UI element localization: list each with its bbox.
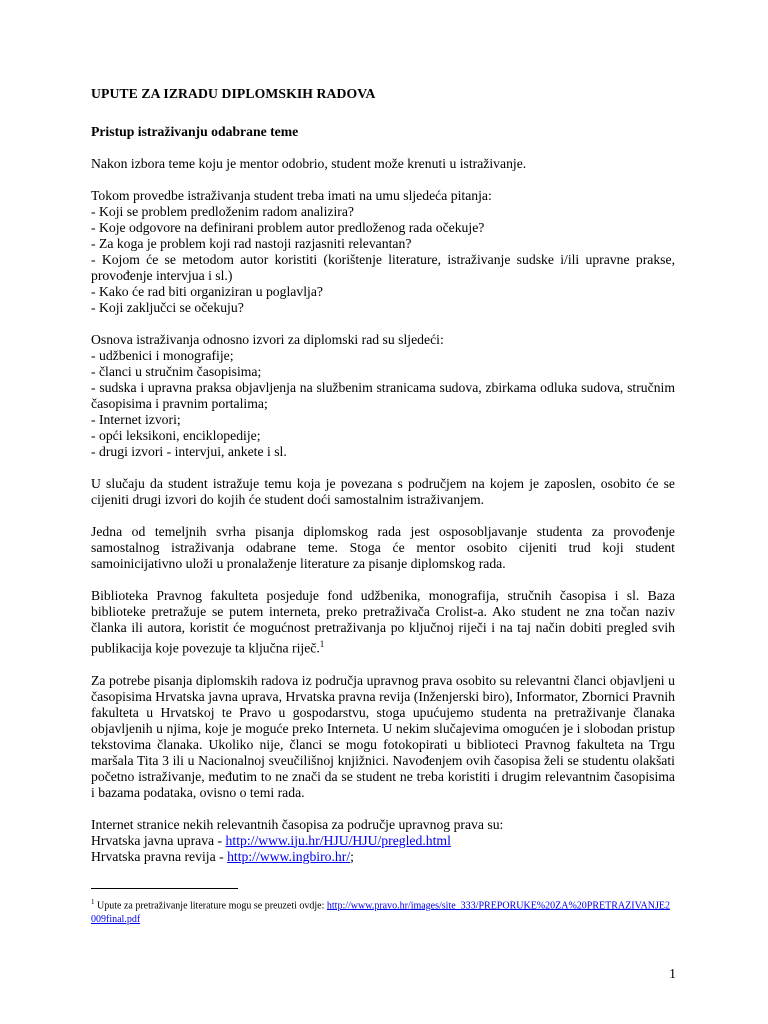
footnote-reference[interactable]: 1	[319, 639, 325, 649]
section-heading: Pristup istraživanju odabrane teme	[91, 124, 299, 139]
paragraph-library	[91, 588, 675, 657]
link-line-hpr: Hrvatska pravna revija - http://www.ingbiro.hr/;	[91, 848, 354, 864]
source-item: - sudska i upravna praksa objavljenja na službenim stranicama sudova, zbirkama odluka sudova, stručnim časopisima i pravnim portalima;	[91, 380, 675, 411]
questions-intro: Tokom provedbe istraživanja student treba imati na umu sljedeća pitanja:	[91, 188, 492, 203]
footnote-text: Upute za pretraživanje literature mogu se preuzeti ovdje:	[94, 900, 327, 912]
footnote-link[interactable]: http://www.pravo.hr/images/site_333/PREPORUKE%20ZA%20PRETRAZIVANJE2009final.pdf	[91, 900, 670, 926]
links-intro: Internet stranice nekih relevantnih časopisa za područje upravnog prava su:	[91, 816, 504, 832]
footnote-number: 1	[91, 898, 95, 906]
question-item: - Koje odgovore na definirani problem autor predloženog rada očekuje?	[91, 220, 485, 235]
question-item: - Kojom će se metodom autor koristiti (korištenje literature, istraživanje sudske i/ili upravne prakse, provođenje intervjua i sl.)	[91, 252, 675, 283]
questions-block	[91, 188, 675, 316]
link-label: Hrvatska javna uprava -	[91, 832, 226, 848]
document-body	[91, 86, 675, 881]
link-line-hju	[91, 833, 675, 849]
footnote	[91, 895, 671, 927]
question-item: - Koji zaključci se očekuju?	[91, 300, 244, 315]
source-item: - drugi izvori - intervjui, ankete i sl.	[91, 444, 287, 459]
links-block	[91, 817, 675, 865]
library-text: Biblioteka Pravnog fakulteta posjeduje fond udžbenika, monografija, stručnih časopisa i sl. Baza biblioteke pretražuje se putem interneta, preko pretraživača Crolist-a. Ako student ne zna točan naziv članka ili autora, koristit će mogućnost pretraživanja po ključnoj riječi i na taj način dobiti pregled svih publikacija koje povezuje ta ključna riječ.	[91, 588, 675, 656]
question-item: - Kako će rad biti organiziran u poglavlja?	[91, 284, 323, 299]
link-label: Hrvatska pravna revija -	[91, 848, 228, 864]
source-item: - opći leksikoni, enciklopedije;	[91, 428, 261, 443]
hju-link[interactable]: http://www.iju.hr/HJU/HJU/pregled.html	[225, 832, 451, 848]
document-title: UPUTE ZA IZRADU DIPLOMSKIH RADOVA	[91, 86, 376, 101]
page-number: 1	[669, 966, 676, 981]
source-item: - Internet izvori;	[91, 412, 181, 427]
source-item: - udžbenici i monografije;	[91, 348, 234, 363]
ingbiro-link[interactable]: http://www.ingbiro.hr/	[227, 848, 351, 864]
sources-block	[91, 332, 675, 460]
source-item: - članci u stručnim časopisima;	[91, 364, 262, 379]
sources-intro: Osnova istraživanja odnosno izvori za diplomski rad su sljedeći:	[91, 332, 444, 347]
paragraph-journals: Za potrebe pisanja diplomskih radova iz područja upravnog prava osobito su relevantni članci objavljeni u časopisima Hrvatska javna uprava, Hrvatska pravna revija (Inženjerski biro), Informator, Zbornici Pravnih fakulteta u Hrvatskoj te Pravo u gospodarstvu, stoga upućujemo studenta na pretraživanje članaka objavljenih u njima, koje je moguće preko Interneta. U nekim slučajevima omogućen je i slobodan pristup tekstovima članaka. Ukoliko nije, članci se mogu fotokopirati u biblioteci Pravnog fakulteta na Trgu maršala Tita 3 ili u Nacionalnoj sveučilišnoj knjižnici. Navođenjem ovih časopisa želi se studentu olakšati početno istraživanje, međutim to ne znači da se student ne treba koristiti i drugim relevantnim časopisima i bazama podataka, ovisno o temi rada.	[91, 672, 675, 800]
paragraph-employment: U slučaju da student istražuje temu koja je povezana s područjem na kojem je zaposlen, osobito će se cijeniti drugi izvori do kojih će student doći samostalnim istraživanjem.	[91, 476, 675, 507]
question-item: - Za koga je problem koji rad nastoji razjasniti relevantan?	[91, 236, 412, 251]
question-item: - Koji se problem predloženim radom analizira?	[91, 204, 355, 219]
paragraph-purpose: Jedna od temeljnih svrha pisanja diplomskog rada jest osposobljavanje studenta za provođenje samostalnog istraživanja odabrane teme. Stoga će mentor osobito cijeniti trud koji student samoinicijativno uloži u pronalaženje literature za pisanje diplomskog rada.	[91, 524, 675, 571]
paragraph-intro: Nakon izbora teme koju je mentor odobrio, student može krenuti u istraživanje.	[91, 156, 527, 171]
footnote-separator	[91, 888, 238, 889]
